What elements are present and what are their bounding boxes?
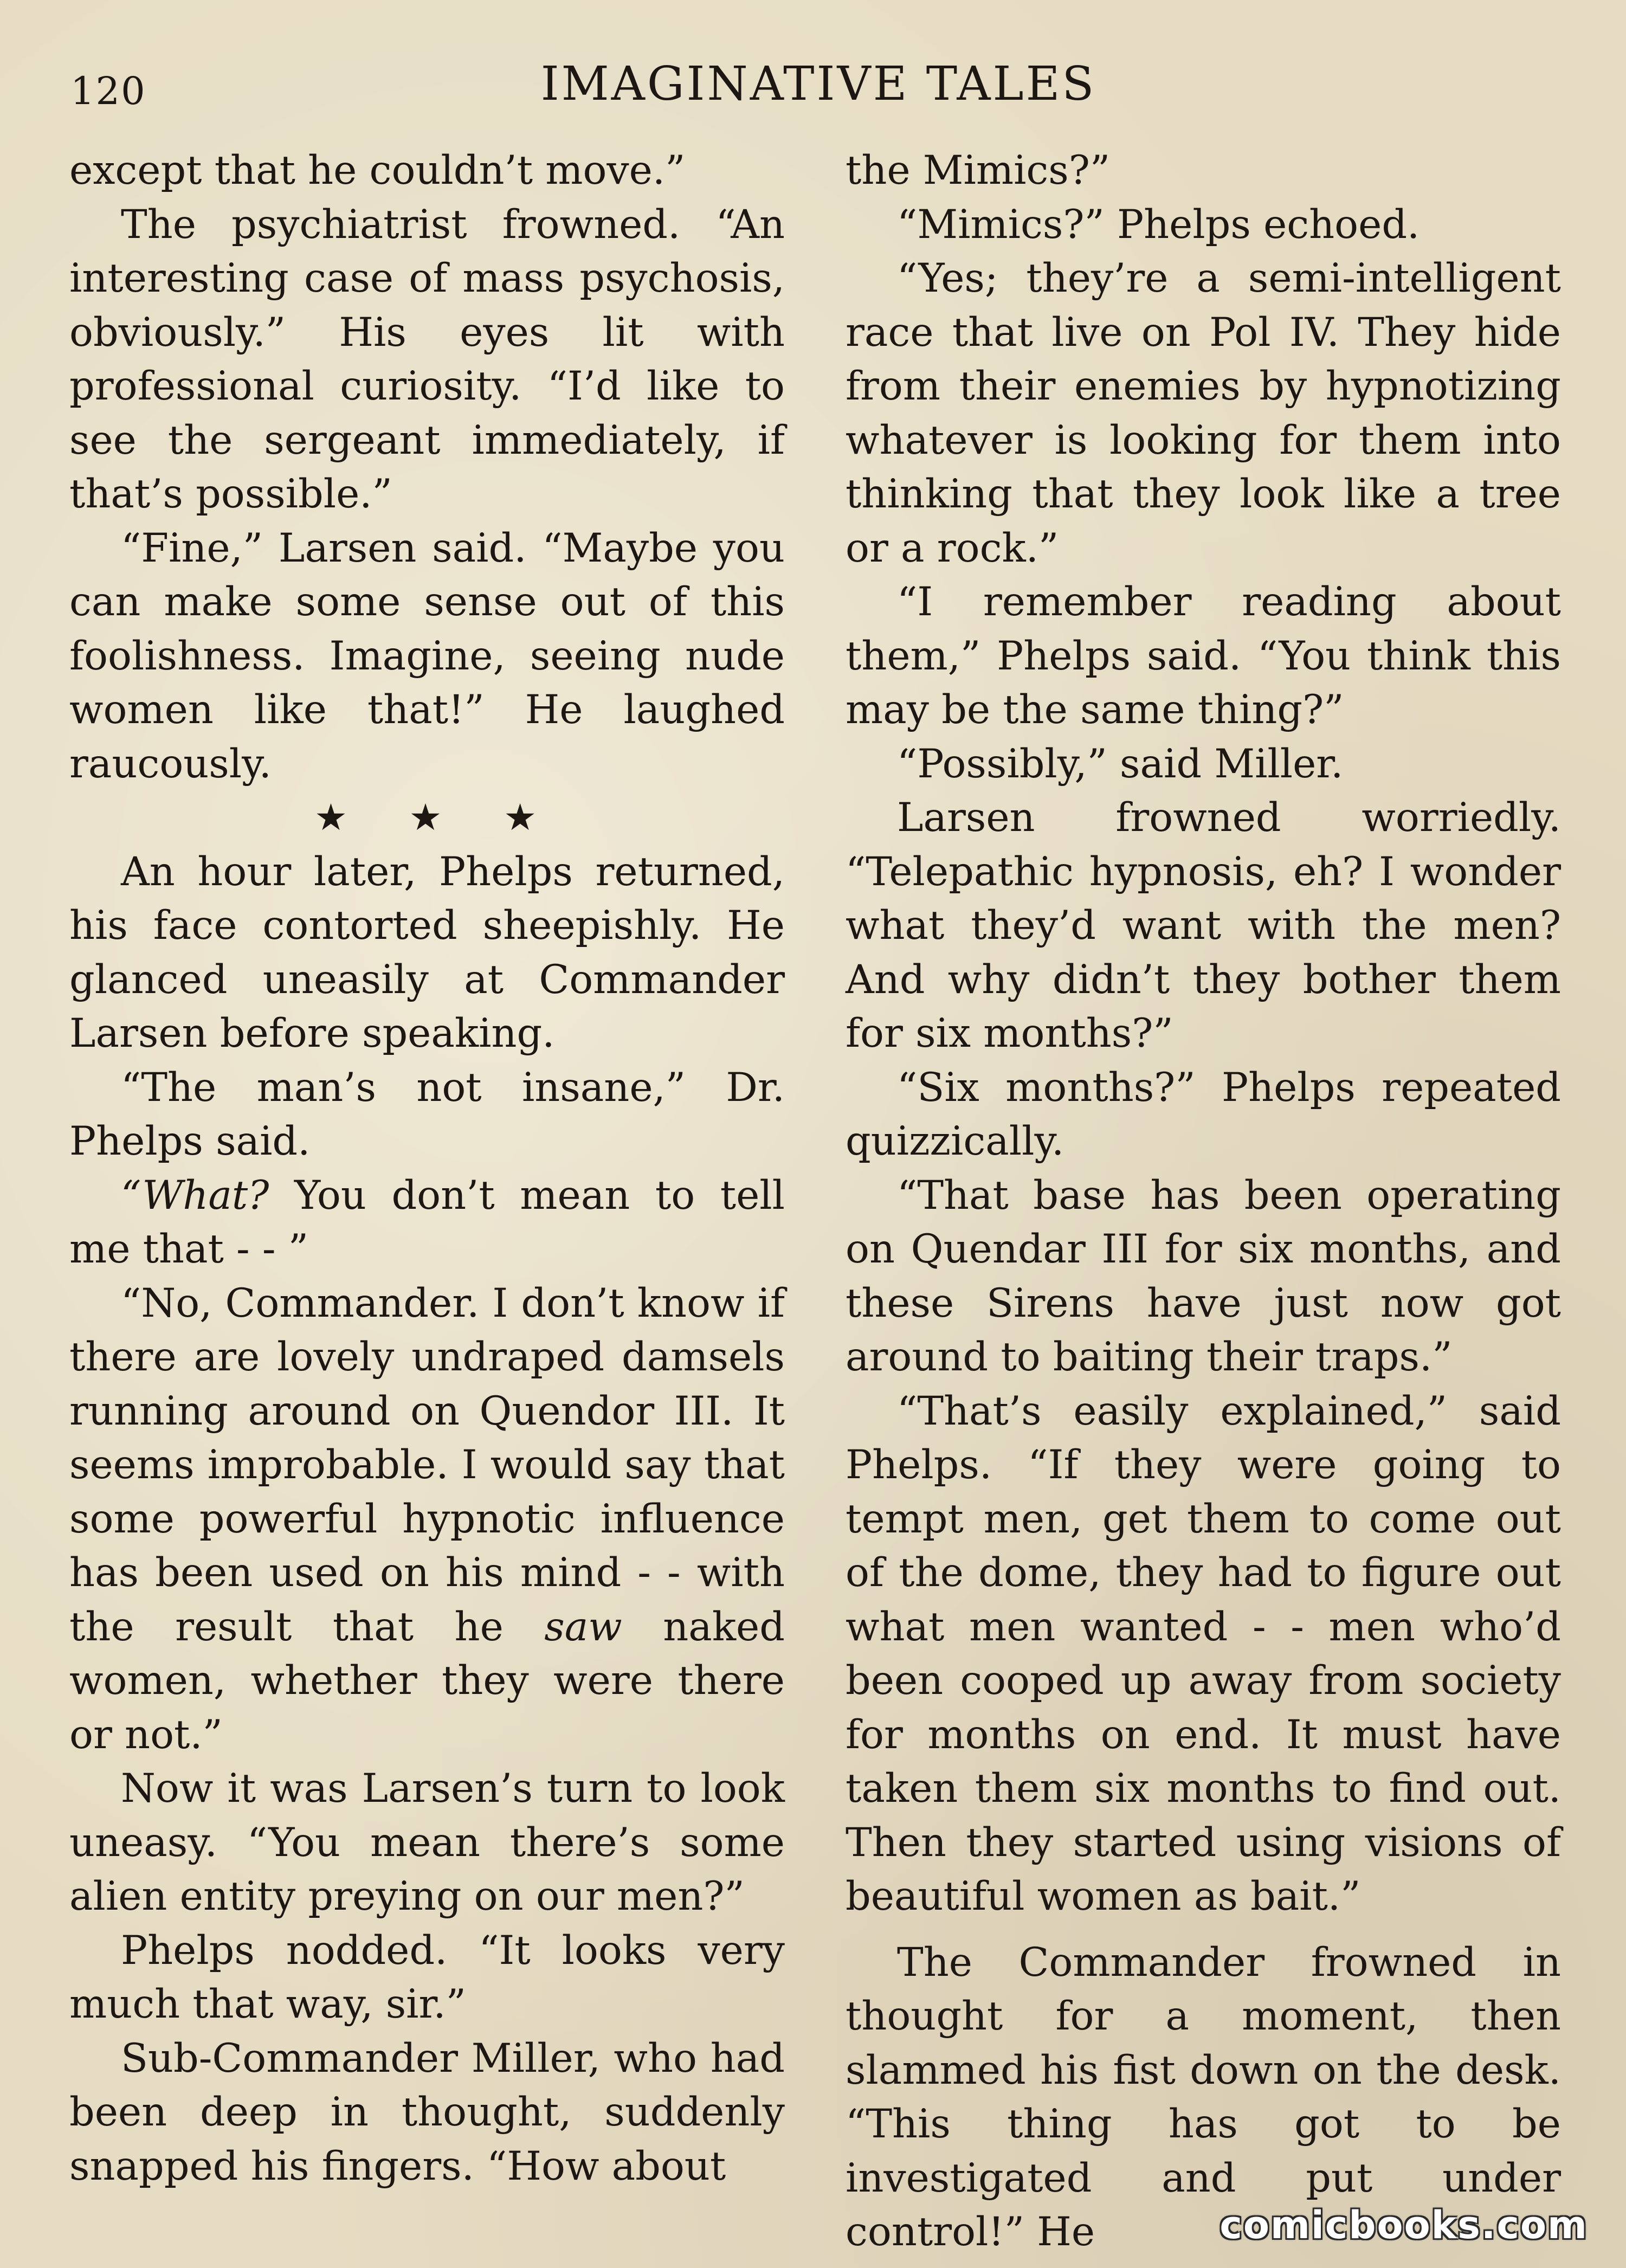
running-title: IMAGINATIVE TALES	[540, 57, 1096, 111]
right-column	[846, 144, 1561, 2259]
paragraph: An hour later, Phelps returned, his face contorted sheepishly. He glanced uneasily at Commander Larsen before speaking.	[69, 848, 785, 1056]
left-column	[69, 144, 785, 2193]
paragraph: “Mimics?” Phelps echoed.	[897, 201, 1420, 248]
paragraph: Larsen frowned worriedly. “Telepathic hypnosis, eh? I wonder what they’d want with the men? And why didn’t they bother them for six months?”	[846, 795, 1561, 1056]
section-break-stars: ★ ★ ★	[314, 796, 562, 839]
paragraph: Now it was Larsen’s turn to look uneasy. “You mean there’s some alien entity preying on our men?”	[69, 1766, 785, 1919]
paragraph: The psychiatrist frowned. “An interesting case of mass psychosis, obviously.” His eyes lit with professional curiosity. “I’d like to see the sergeant immediately, if that’s possible.”	[69, 201, 785, 517]
paragraph: the Mimics?”	[846, 147, 1111, 194]
italic-text: “What?	[121, 1172, 269, 1219]
paragraph: “Fine,” Larsen said. “Maybe you can make some sense out of this foolishness. Imagine, seeing nude women like that!” He laughed raucously.	[69, 525, 785, 787]
site-watermark: comicbooks.com	[1220, 2203, 1588, 2247]
paragraph: “The man’s not insane,” Dr. Phelps said.	[69, 1064, 785, 1164]
paragraph	[69, 1277, 785, 1762]
paragraph: “Six months?” Phelps repeated quizzically.	[846, 1064, 1561, 1164]
page-number: 120	[70, 69, 146, 113]
paragraph: “Possibly,” said Miller.	[897, 740, 1344, 787]
paragraph: Sub-Commander Miller, who had been deep in thought, suddenly snapped his fingers. “How about	[69, 2035, 785, 2189]
page-header	[70, 57, 1566, 117]
paragraph: “Yes; they’re a semi-intelligent race that live on Pol IV. They hide from their enemies by hypnotizing whatever is looking for them into thinking that they look like a tree or a rock.”	[846, 255, 1561, 571]
paragraph: except that he couldn’t move.”	[69, 147, 686, 194]
text-run: You don’t mean to tell me that - - ”	[69, 1172, 785, 1272]
italic-text: saw	[544, 1603, 622, 1650]
paragraph: “That’s easily explained,” said Phelps. “If they were going to tempt men, get them to come out of the dome, they had to figure out what men wanted - - men who’d been cooped up away from society for months on end. It must have taken them six months to find out. Then they started using visions of beautiful women as bait.”	[846, 1388, 1561, 1919]
paragraph: Phelps nodded. “It looks very much that way, sir.”	[69, 1927, 785, 2027]
paragraph: “I remember reading about them,” Phelps said. “You think this may be the same thing?”	[846, 579, 1561, 733]
paragraph: “That base has been operating on Quendar III for six months, and these Sirens have just now got around to baiting their traps.”	[846, 1172, 1561, 1380]
paragraph	[69, 1169, 785, 1277]
text-run: “No, Commander. I don’t know if there are lovely undraped damsels running around on Quendor III. It seems improbable. I would say that some powerful hypnotic influence has been used on his mind - - with the result that he	[69, 1280, 785, 1650]
paragraph: The Commander frowned in thought for a moment, then slammed his fist down on the desk. “This thing has got to be investigated and put under control!” He	[846, 1939, 1561, 2255]
text-run: naked women, whether they were there or not.”	[69, 1603, 785, 1758]
